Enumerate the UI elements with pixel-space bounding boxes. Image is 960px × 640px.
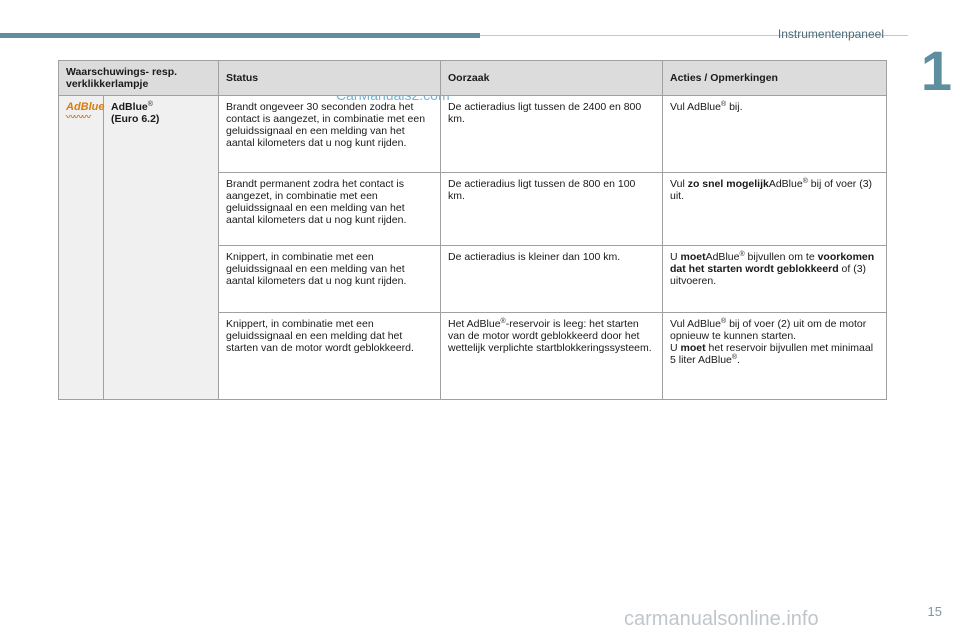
action-cell: Vul zo snel mogelijkAdBlue® bij of voer (3) uit. — [663, 173, 887, 246]
adblue-icon: AdBlue 〰〰〰 — [66, 101, 105, 122]
action-cell: Vul AdBlue® bij. — [663, 96, 887, 173]
table-header-row — [59, 61, 887, 96]
column-header-status: Status — [219, 61, 441, 96]
warning-lamp-table — [58, 60, 887, 400]
cause-cell: De actieradius ligt tussen de 2400 en 800 km. — [441, 96, 663, 173]
watermark-bottom[interactable]: carmanualsonline.info — [624, 608, 819, 630]
page-number: 15 — [927, 604, 942, 619]
column-header-actions: Acties / Opmerkingen — [663, 61, 887, 96]
column-header-cause: Oorzaak — [441, 61, 663, 96]
table-row — [59, 96, 887, 173]
status-cell: Knippert, in combinatie met een geluidssignaal en een melding dat het starten van de motor wordt geblokkeerd. — [219, 313, 441, 400]
lamp-name: AdBlue — [111, 101, 148, 113]
status-cell: Brandt permanent zodra het contact is aangezet, in combinatie met een geluidssignaal en een melding van het aantal kilometers dat u nog kunt rijden. — [219, 173, 441, 246]
lamp-variant: (Euro 6.2) — [111, 113, 160, 125]
action-cell: Vul AdBlue® bij of voer (2) uit om de motor opnieuw te kunnen starten. U moet het reservoir bijvullen met minimaal 5 liter AdBlue®. — [663, 313, 887, 400]
lamp-icon-cell — [59, 96, 104, 400]
action-cell: U moetAdBlue® bijvullen om te voorkomen dat het starten wordt geblokkeerd of (3) uitvoeren. — [663, 246, 887, 313]
cause-cell: De actieradius is kleiner dan 100 km. — [441, 246, 663, 313]
column-header-lamp: Waarschuwings- resp. verklikkerlampje — [59, 61, 219, 96]
cause-cell: Het AdBlue®-reservoir is leeg: het starten van de motor wordt geblokkeerd door het wettelijk verplichte startblokkeringssysteem. — [441, 313, 663, 400]
lamp-name-cell: AdBlue® (Euro 6.2) — [104, 96, 219, 400]
status-cell: Brandt ongeveer 30 seconden zodra het contact is aangezet, in combinatie met een geluidssignaal en een melding van het aantal kilometers dat u nog kunt rijden. — [219, 96, 441, 173]
header-accent-bar — [0, 33, 480, 38]
section-title: Instrumentenpaneel — [777, 27, 884, 41]
status-cell: Knippert, in combinatie met een geluidssignaal en een melding van het aantal kilometers dat u nog kunt rijden. — [219, 246, 441, 313]
chapter-number: 1 — [920, 39, 952, 102]
cause-cell: De actieradius ligt tussen de 800 en 100 km. — [441, 173, 663, 246]
